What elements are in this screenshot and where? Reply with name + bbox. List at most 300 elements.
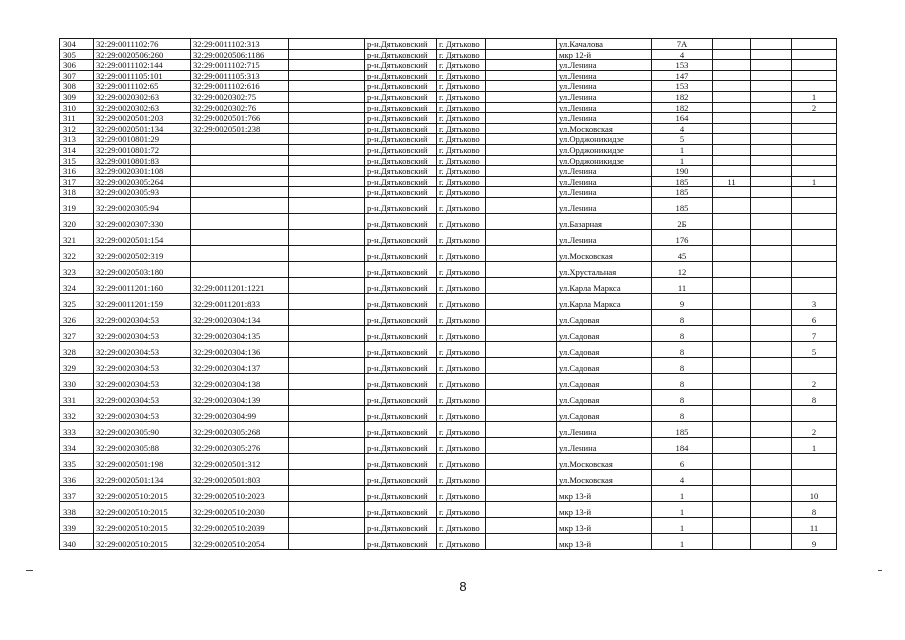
table-cell: г. Дятьково [437,229,486,245]
table-cell: ул.Ленина [557,102,652,113]
table-cell: 336 [60,469,94,485]
table-cell: 32:29:0020501:238 [191,123,289,134]
table-cell: ул.Московская [557,123,652,134]
table-cell [792,39,837,50]
table-cell: 11 [652,277,713,293]
table-cell [713,277,751,293]
table-cell [289,261,365,277]
table-cell [751,373,792,389]
table-cell: р-н.Дятьковский [365,485,437,501]
table-cell: 32:29:0020304:53 [94,341,191,357]
scan-mark [26,570,33,571]
table-cell: 32:29:0020302:75 [191,91,289,102]
table-cell: г. Дятьково [437,261,486,277]
table-cell: 317 [60,176,94,187]
table-cell: 309 [60,91,94,102]
table-cell: р-н.Дятьковский [365,341,437,357]
table-cell [486,245,557,261]
table-cell: 335 [60,453,94,469]
table-cell: 32:29:0010801:72 [94,144,191,155]
table-cell: 32:29:0020510:2015 [94,533,191,549]
table-cell: 32:29:0011201:1221 [191,277,289,293]
table-cell [289,405,365,421]
table-cell [486,277,557,293]
table-cell: г. Дятьково [437,405,486,421]
table-row [60,309,837,325]
table-row [60,176,837,187]
registry-table [59,38,837,550]
table-cell: р-н.Дятьковский [365,421,437,437]
table-cell [751,357,792,373]
table-cell: 32:29:0011102:144 [94,60,191,71]
table-cell: 176 [652,229,713,245]
table-cell: 32:29:0020304:53 [94,405,191,421]
table-cell: 1 [792,176,837,187]
table-cell: р-н.Дятьковский [365,176,437,187]
table-cell: ул.Карла Маркса [557,293,652,309]
table-cell [486,123,557,134]
table-cell: ул.Качалова [557,39,652,50]
table-cell: 339 [60,517,94,533]
table-cell [713,437,751,453]
table-cell: 32:29:0020304:53 [94,373,191,389]
table-cell [289,155,365,166]
table-cell [792,123,837,134]
table-cell [713,144,751,155]
table-cell: р-н.Дятьковский [365,187,437,198]
table-cell [191,155,289,166]
table-row [60,373,837,389]
table-cell [289,517,365,533]
table-cell [191,245,289,261]
table-cell: 306 [60,60,94,71]
table-cell [486,485,557,501]
table-cell: 8 [792,501,837,517]
table-cell: ул.Московская [557,469,652,485]
table-cell [751,405,792,421]
table-cell: р-н.Дятьковский [365,373,437,389]
table-row [60,517,837,533]
table-cell: мкр 13-й [557,485,652,501]
table-cell: 32:29:0020501:766 [191,113,289,124]
table-cell [751,49,792,60]
table-cell: 332 [60,405,94,421]
scan-mark [878,570,882,571]
table-cell [713,469,751,485]
table-cell: 32:29:0020501:134 [94,123,191,134]
table-cell: р-н.Дятьковский [365,405,437,421]
table-cell: р-н.Дятьковский [365,49,437,60]
table-cell: 2 [792,102,837,113]
table-cell: г. Дятьково [437,453,486,469]
table-cell: 32:29:0020510:2039 [191,517,289,533]
table-cell [751,245,792,261]
table-cell [751,341,792,357]
table-cell [751,325,792,341]
table-cell: р-н.Дятьковский [365,245,437,261]
table-cell [751,155,792,166]
table-cell: р-н.Дятьковский [365,213,437,229]
table-cell [486,389,557,405]
table-cell [713,485,751,501]
table-cell [191,187,289,198]
table-cell: 329 [60,357,94,373]
table-cell: 312 [60,123,94,134]
table-cell [486,60,557,71]
table-cell: ул.Московская [557,245,652,261]
table-cell [751,187,792,198]
table-cell [751,166,792,177]
table-row [60,389,837,405]
table-cell: ул.Садовая [557,309,652,325]
table-cell: г. Дятьково [437,39,486,50]
table-cell [486,70,557,81]
table-cell [486,405,557,421]
table-cell [713,501,751,517]
table-cell: 185 [652,176,713,187]
table-cell: 185 [652,197,713,213]
table-cell [486,453,557,469]
table-cell: г. Дятьково [437,245,486,261]
table-cell: 32:29:0011201:160 [94,277,191,293]
table-cell [713,49,751,60]
table-cell [713,341,751,357]
table-cell [792,134,837,145]
table-cell: 32:29:0020510:2015 [94,517,191,533]
table-cell: г. Дятьково [437,373,486,389]
table-row [60,102,837,113]
table-cell [792,155,837,166]
table-row [60,357,837,373]
table-cell: 2Б [652,213,713,229]
table-cell [486,39,557,50]
table-cell: г. Дятьково [437,277,486,293]
table-cell [792,166,837,177]
table-row [60,49,837,60]
table-row [60,144,837,155]
table-cell [713,389,751,405]
table-cell [751,39,792,50]
table-cell: 32:29:0011102:65 [94,81,191,92]
table-cell [751,102,792,113]
table-cell: г. Дятьково [437,91,486,102]
table-cell: ул.Садовая [557,341,652,357]
table-cell [289,123,365,134]
table-cell: мкр 13-й [557,517,652,533]
table-cell: 32:29:0011105:101 [94,70,191,81]
table-cell [751,309,792,325]
table-cell [289,485,365,501]
table-cell [486,373,557,389]
table-row [60,325,837,341]
table-cell: 32:29:0020506:260 [94,49,191,60]
table-cell: г. Дятьково [437,469,486,485]
table-cell [713,213,751,229]
table-cell: ул.Ленина [557,81,652,92]
table-cell: г. Дятьково [437,155,486,166]
table-cell: г. Дятьково [437,501,486,517]
table-cell [486,49,557,60]
table-cell [792,277,837,293]
table-cell [792,81,837,92]
table-cell: ул.Ленина [557,187,652,198]
table-cell [713,293,751,309]
table-cell: 32:29:0020305:264 [94,176,191,187]
table-cell [751,123,792,134]
table-cell: ул.Московская [557,453,652,469]
table-cell: г. Дятьково [437,197,486,213]
table-row [60,81,837,92]
table-cell [191,213,289,229]
table-cell [191,176,289,187]
table-cell [486,144,557,155]
table-cell: 185 [652,421,713,437]
table-cell: г. Дятьково [437,113,486,124]
table-cell: 12 [652,261,713,277]
table-cell: 32:29:0020304:135 [191,325,289,341]
table-cell: 8 [652,309,713,325]
table-cell: ул.Садовая [557,325,652,341]
table-cell: мкр 13-й [557,501,652,517]
table-cell: 319 [60,197,94,213]
table-cell [486,187,557,198]
table-cell: ул.Базарная [557,213,652,229]
table-cell [486,166,557,177]
table-cell [713,373,751,389]
table-cell: р-н.Дятьковский [365,123,437,134]
table-cell: 340 [60,533,94,549]
table-cell [486,309,557,325]
table-cell: 307 [60,70,94,81]
table-cell: ул.Садовая [557,357,652,373]
table-cell: р-н.Дятьковский [365,197,437,213]
table-row [60,453,837,469]
table-cell [486,81,557,92]
table-cell [713,261,751,277]
table-cell [486,437,557,453]
table-cell: 314 [60,144,94,155]
table-cell: г. Дятьково [437,293,486,309]
table-cell: г. Дятьково [437,123,486,134]
table-cell: г. Дятьково [437,533,486,549]
table-cell: 1 [652,517,713,533]
table-cell: ул.Орджоникидзе [557,134,652,145]
table-row [60,166,837,177]
table-cell: 324 [60,277,94,293]
table-cell [713,134,751,145]
table-cell [289,389,365,405]
table-cell [792,229,837,245]
table-cell: г. Дятьково [437,389,486,405]
table-cell [792,144,837,155]
table-cell: р-н.Дятьковский [365,261,437,277]
table-cell [289,245,365,261]
table-cell: р-н.Дятьковский [365,113,437,124]
table-cell: р-н.Дятьковский [365,437,437,453]
table-cell [713,245,751,261]
table-cell: 4 [652,123,713,134]
table-cell: г. Дятьково [437,325,486,341]
table-cell: 326 [60,309,94,325]
table-cell: р-н.Дятьковский [365,166,437,177]
table-cell: 32:29:0020304:138 [191,373,289,389]
table-cell: 1 [652,485,713,501]
table-cell: р-н.Дятьковский [365,517,437,533]
table-cell: ул.Хрустальная [557,261,652,277]
table-row [60,134,837,145]
table-cell: 1 [792,437,837,453]
table-cell [486,325,557,341]
table-cell [713,357,751,373]
table-cell: 318 [60,187,94,198]
table-cell [792,70,837,81]
table-cell: 337 [60,485,94,501]
table-cell [751,533,792,549]
table-cell: 32:29:0020307:330 [94,213,191,229]
table-cell [486,113,557,124]
table-cell: г. Дятьково [437,517,486,533]
table-cell [289,325,365,341]
table-cell: 323 [60,261,94,277]
table-cell [751,113,792,124]
table-cell [751,501,792,517]
table-cell [486,213,557,229]
table-cell [486,229,557,245]
table-cell: ул.Ленина [557,91,652,102]
table-cell: 32:29:0020501:203 [94,113,191,124]
table-cell [289,81,365,92]
table-row [60,245,837,261]
table-cell: 334 [60,437,94,453]
table-cell: р-н.Дятьковский [365,91,437,102]
table-cell: 10 [792,485,837,501]
table-cell: 7А [652,39,713,50]
table-row [60,261,837,277]
table-cell: г. Дятьково [437,134,486,145]
table-cell: р-н.Дятьковский [365,501,437,517]
table-cell: 1 [652,533,713,549]
table-cell: 32:29:0020305:93 [94,187,191,198]
table-cell: г. Дятьково [437,437,486,453]
table-cell: 2 [792,421,837,437]
table-cell [289,229,365,245]
table-cell: г. Дятьково [437,176,486,187]
table-cell [486,197,557,213]
table-cell: мкр 12-й [557,49,652,60]
table-cell: 32:29:0020304:136 [191,341,289,357]
table-cell [289,373,365,389]
table-cell: р-н.Дятьковский [365,277,437,293]
table-cell: 322 [60,245,94,261]
table-cell: ул.Ленина [557,421,652,437]
table-cell: г. Дятьково [437,166,486,177]
table-cell: 32:29:0010801:83 [94,155,191,166]
table-cell: 6 [652,453,713,469]
table-cell: р-н.Дятьковский [365,325,437,341]
table-cell: г. Дятьково [437,341,486,357]
table-cell [751,277,792,293]
table-cell: р-н.Дятьковский [365,60,437,71]
table-cell: ул.Ленина [557,113,652,124]
table-cell: 32:29:0020302:76 [191,102,289,113]
table-cell [486,533,557,549]
table-cell: 328 [60,341,94,357]
table-cell: г. Дятьково [437,213,486,229]
table-cell [751,469,792,485]
table-cell: 32:29:0020304:53 [94,309,191,325]
table-cell: ул.Ленина [557,166,652,177]
table-cell: 32:29:0020305:268 [191,421,289,437]
table-cell: 6 [792,309,837,325]
table-cell [792,469,837,485]
table-cell: р-н.Дятьковский [365,309,437,325]
table-cell: 32:29:0020501:803 [191,469,289,485]
table-cell: 32:29:0020501:312 [191,453,289,469]
table-cell [289,357,365,373]
table-cell: ул.Ленина [557,229,652,245]
table-cell [289,91,365,102]
table-cell [713,197,751,213]
table-cell: г. Дятьково [437,485,486,501]
table-cell: 11 [713,176,751,187]
table-cell [713,187,751,198]
table-cell [713,102,751,113]
table-cell: г. Дятьково [437,60,486,71]
table-cell [713,533,751,549]
table-cell: 311 [60,113,94,124]
table-cell: р-н.Дятьковский [365,102,437,113]
table-cell: 8 [652,357,713,373]
table-cell: 333 [60,421,94,437]
table-cell [751,229,792,245]
table-cell [751,261,792,277]
table-cell: 153 [652,60,713,71]
table-cell: 32:29:0020501:154 [94,229,191,245]
table-cell: г. Дятьково [437,102,486,113]
table-row [60,187,837,198]
table-cell: 32:29:0020304:134 [191,309,289,325]
table-cell [289,70,365,81]
table-cell [792,245,837,261]
table-cell [486,341,557,357]
table-cell: 8 [652,389,713,405]
table-cell: 32:29:0020501:134 [94,469,191,485]
table-cell [751,91,792,102]
table-cell [191,134,289,145]
table-row [60,293,837,309]
table-cell: 185 [652,187,713,198]
table-row [60,91,837,102]
table-cell: 32:29:0011201:833 [191,293,289,309]
table-row [60,155,837,166]
table-cell: р-н.Дятьковский [365,70,437,81]
table-cell [751,485,792,501]
table-cell [289,277,365,293]
table-cell [289,533,365,549]
table-cell [713,309,751,325]
table-cell: 184 [652,437,713,453]
table-row [60,341,837,357]
table-cell: 315 [60,155,94,166]
table-cell [289,144,365,155]
table-cell [486,134,557,145]
table-cell [289,501,365,517]
table-cell: 331 [60,389,94,405]
table-cell [486,293,557,309]
table-cell [486,501,557,517]
table-cell [713,123,751,134]
table-cell: г. Дятьково [437,81,486,92]
